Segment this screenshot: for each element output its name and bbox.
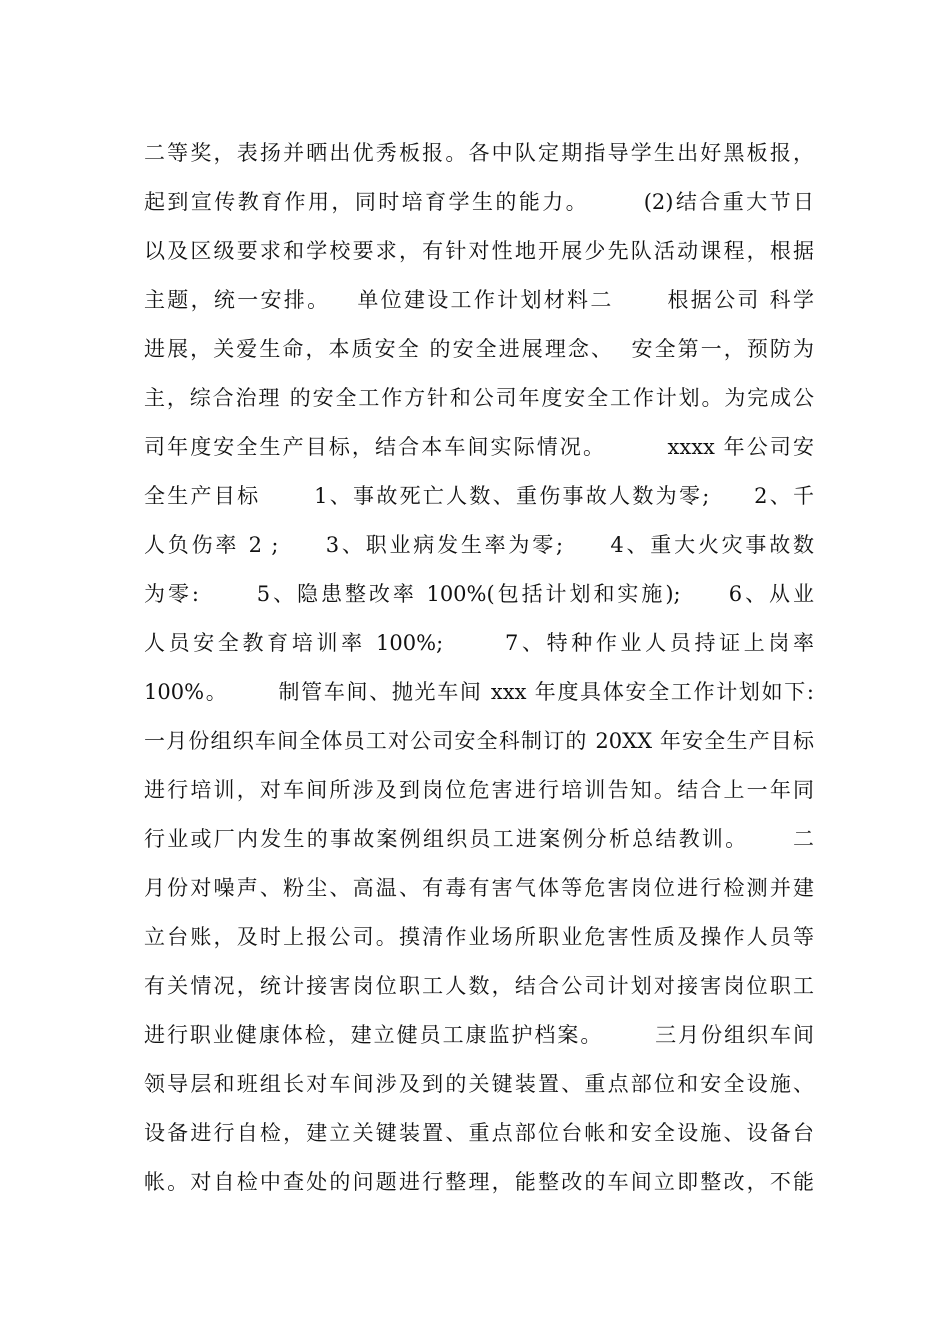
paragraph-line: 行业或厂内发生的事故案例组织员工进案例分析总结教训。 二 xyxy=(144,827,814,851)
paragraph-line: 主，综合治理 的安全工作方针和公司年度安全工作计划。为完成公 xyxy=(144,386,814,410)
paragraph-line: 100%。 制管车间、抛光车间 xxx 年度具体安全工作计划如下: xyxy=(144,680,814,704)
paragraph-line: 起到宣传教育作用，同时培育学生的能力。 (2)结合重大节日 xyxy=(144,190,814,214)
paragraph-line: 人员安全教育培训率 100%; 7、特种作业人员持证上岗率 xyxy=(144,631,814,655)
paragraph-line: 司年度安全生产目标，结合本车间实际情况。 xxxx 年公司安 xyxy=(144,435,814,459)
paragraph-line: 进行培训，对车间所涉及到岗位危害进行培训告知。结合上一年同 xyxy=(144,778,814,802)
paragraph-line: 进展，关爱生命，本质安全 的安全进展理念、 安全第一，预防为 xyxy=(144,337,814,361)
paragraph-line: 进行职业健康体检，建立健员工康监护档案。 三月份组织车间 xyxy=(144,1023,814,1047)
paragraph-line: 立台账，及时上报公司。摸清作业场所职业危害性质及操作人员等 xyxy=(144,925,814,949)
paragraph-line: 月份对噪声、粉尘、高温、有毒有害气体等危害岗位进行检测并建 xyxy=(144,876,814,900)
paragraph-line: 为零: 5、隐患整改率 100%(包括计划和实施); 6、从业 xyxy=(144,582,814,606)
paragraph-line: 有关情况，统计接害岗位职工人数，结合公司计划对接害岗位职工 xyxy=(144,974,814,998)
paragraph-line: 人负伤率 2 ; 3、职业病发生率为零; 4、重大火灾事故数 xyxy=(144,533,814,557)
paragraph-line: 二等奖，表扬并晒出优秀板报。各中队定期指导学生出好黑板报， xyxy=(144,141,814,165)
paragraph-line: 全生产目标 1、事故死亡人数、重伤事故人数为零; 2、千 xyxy=(144,484,814,508)
paragraph-line: 帐。对自检中查处的问题进行整理，能整改的车间立即整改，不能 xyxy=(144,1170,814,1194)
paragraph-line: 领导层和班组长对车间涉及到的关键装置、重点部位和安全设施、 xyxy=(144,1072,814,1096)
paragraph-line: 以及区级要求和学校要求，有针对性地开展少先队活动课程，根据 xyxy=(144,239,814,263)
paragraph-line: 设备进行自检，建立关键装置、重点部位台帐和安全设施、设备台 xyxy=(144,1121,814,1145)
paragraph-line: 一月份组织车间全体员工对公司安全科制订的 20XX 年安全生产目标 xyxy=(144,729,814,753)
paragraph-line: 主题，统一安排。 单位建设工作计划材料二 根据公司 科学 xyxy=(144,288,814,312)
